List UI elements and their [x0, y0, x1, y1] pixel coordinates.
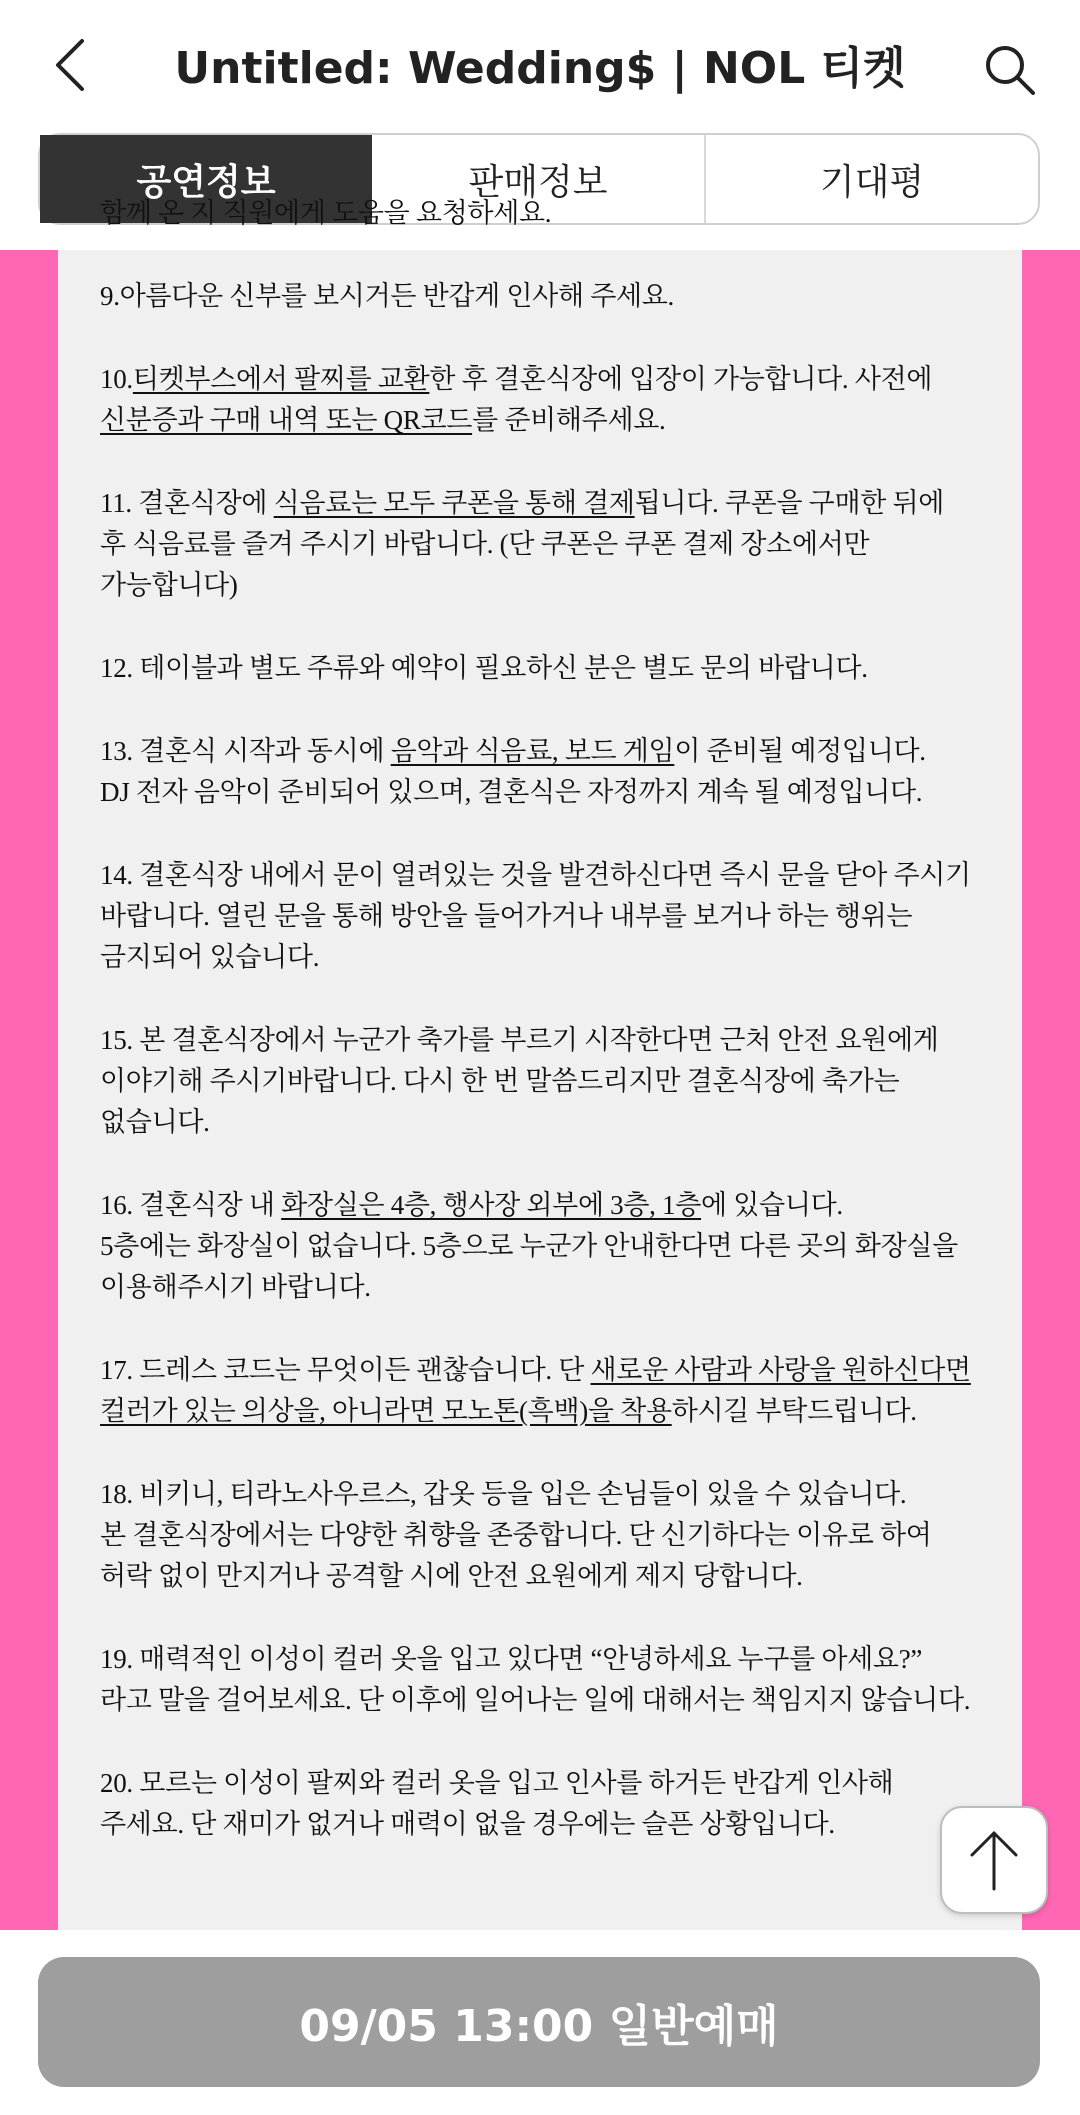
- book-ticket-button[interactable]: 09/05 13:00 일반예매: [38, 1957, 1040, 2087]
- notice-underline: 화장실은 4층, 행사장 외부에 3층, 1층: [281, 1190, 702, 1220]
- notice-line: 가능합니다): [100, 570, 238, 600]
- notice-item-17: [100, 1350, 990, 1432]
- notice-item-16: [100, 1185, 990, 1308]
- notice-line: 이용해주시기 바랍니다.: [100, 1272, 371, 1302]
- notice-line: 이야기해 주시기바랍니다. 다시 한 번 말씀드리지만 결혼식장에 축가는: [100, 1066, 900, 1096]
- notice-line: 18. 비키니, 티라노사우르스, 갑옷 등을 입은 손님들이 있을 수 있습니다.: [100, 1479, 907, 1509]
- tab-reviews[interactable]: 기대평: [819, 161, 925, 203]
- notice-item-15: [100, 1020, 990, 1143]
- notice-line: [100, 1185, 990, 1226]
- notice-text: 이 준비될 예정입니다.: [674, 736, 926, 766]
- notice-text: 됩니다. 쿠폰을 구매한 뒤에: [634, 488, 945, 518]
- notice-text: 13. 결혼식 시작과 동시에: [100, 736, 391, 766]
- notice-item-partial: [100, 193, 990, 234]
- search-icon: [982, 42, 1038, 98]
- notice-item-12: [100, 648, 990, 689]
- notice-item-20: [100, 1763, 990, 1845]
- scroll-top-button[interactable]: [940, 1806, 1048, 1914]
- search-button[interactable]: [975, 35, 1045, 105]
- notice-line: 라고 말을 걸어보세요. 단 이후에 일어나는 일에 대해서는 책임지지 않습니다.: [100, 1685, 971, 1715]
- notice-line: 허락 없이 만지거나 공격할 시에 안전 요원에게 제지 당합니다.: [100, 1561, 803, 1591]
- page-title: Untitled: Wedding$ | NOL 티켓: [174, 43, 906, 94]
- tab-performance-info[interactable]: 공연정보: [40, 135, 372, 223]
- app-header: [0, 0, 1080, 135]
- notice-line: 후 식음료를 즐겨 주시기 바랍니다. (단 쿠폰은 쿠폰 결제 장소에서만: [100, 529, 870, 559]
- notice-line: 12. 테이블과 별도 주류와 예약이 필요하신 분은 별도 문의 바랍니다.: [100, 653, 868, 683]
- tab-sales-info[interactable]: 판매정보: [372, 135, 706, 223]
- notice-line: 본 결혼식장에서는 다양한 취향을 존중합니다. 단 신기하다는 이유로 하여: [100, 1520, 932, 1550]
- notice-line: DJ 전자 음악이 준비되어 있으며, 결혼식은 자정까지 계속 될 예정입니다.: [100, 777, 923, 807]
- footer-bar: [0, 1930, 1080, 2115]
- notice-underline: 식음료는 모두 쿠폰을 통해 결제: [273, 488, 635, 518]
- notice-image: [58, 198, 1022, 1930]
- notice-line: [100, 731, 990, 772]
- notice-line: [100, 1350, 990, 1391]
- notice-line: 20. 모르는 이성이 팔찌와 컬러 옷을 입고 인사를 하거든 반갑게 인사해: [100, 1768, 894, 1798]
- notice-line: 9.아름다운 신부를 보시거든 반갑게 인사해 주세요.: [100, 281, 674, 311]
- notice-line: [100, 359, 990, 400]
- notice-text: 16. 결혼식장 내: [100, 1190, 282, 1220]
- notice-line: 15. 본 결혼식장에서 누군가 축가를 부르기 시작한다면 근처 안전 요원에게: [100, 1025, 939, 1055]
- notice-line: 바랍니다. 열린 문을 통해 방안을 들어가거나 내부를 보거나 하는 행위는: [100, 901, 913, 931]
- notice-text: 한 후 결혼식장에 입장이 가능합니다. 사전에: [429, 364, 933, 394]
- notice-text: 10.: [100, 364, 133, 394]
- notice-item-11: [100, 483, 990, 606]
- notice-item-14: [100, 855, 990, 978]
- notice-line: 5층에는 화장실이 없습니다. 5층으로 누군가 안내한다면 다른 곳의 화장실을: [100, 1231, 958, 1261]
- arrow-up-icon: [966, 1827, 1022, 1893]
- notice-item-10: [100, 359, 990, 441]
- notice-underline: 음악과 식음료, 보드 게임: [390, 736, 675, 766]
- notice-underline: 컬러가 있는 의상을, 아니라면 모노톤(흑백)을 착용: [100, 1396, 672, 1426]
- notice-line: [100, 400, 990, 441]
- notice-line: [100, 1391, 990, 1432]
- notice-item-9: [100, 276, 990, 317]
- notice-line: 함께 온 지 직원에게 도움을 요청하세요.: [100, 198, 552, 228]
- notice-item-13: [100, 731, 990, 813]
- notice-line: 14. 결혼식장 내에서 문이 열려있는 것을 발견하신다면 즉시 문을 닫아 주시기: [100, 860, 971, 890]
- notice-underline: 새로운 사람과 사랑을 원하신다면: [590, 1355, 971, 1385]
- notice-text: 11. 결혼식장에: [100, 488, 274, 518]
- notice-underline: 티켓부스에서 팔찌를 교환: [132, 364, 430, 394]
- notice-text: 하시길 부탁드립니다.: [671, 1396, 917, 1426]
- notice-item-19: [100, 1639, 990, 1721]
- notice-line: 없습니다.: [100, 1107, 210, 1137]
- notice-text: 17. 드레스 코드는 무엇이든 괜찮습니다. 단: [100, 1355, 591, 1385]
- content-area[interactable]: [0, 198, 1080, 1930]
- notice-line: 주세요. 단 재미가 없거나 매력이 없을 경우에는 슬픈 상황입니다.: [100, 1809, 835, 1839]
- chevron-left-icon: [50, 35, 90, 95]
- notice-item-18: [100, 1474, 990, 1597]
- notice-line: 금지되어 있습니다.: [100, 942, 320, 972]
- back-button[interactable]: [40, 30, 100, 100]
- notice-text: 에 있습니다.: [701, 1190, 843, 1220]
- notice-line: 19. 매력적인 이성이 컬러 옷을 입고 있다면 “안녕하세요 누구를 아세요?”: [100, 1644, 923, 1674]
- notice-underline: 신분증과 구매 내역 또는 QR코드: [100, 405, 473, 435]
- notice-line: [100, 483, 990, 524]
- notice-list: [100, 193, 990, 1887]
- notice-text: 를 준비해주세요.: [472, 405, 666, 435]
